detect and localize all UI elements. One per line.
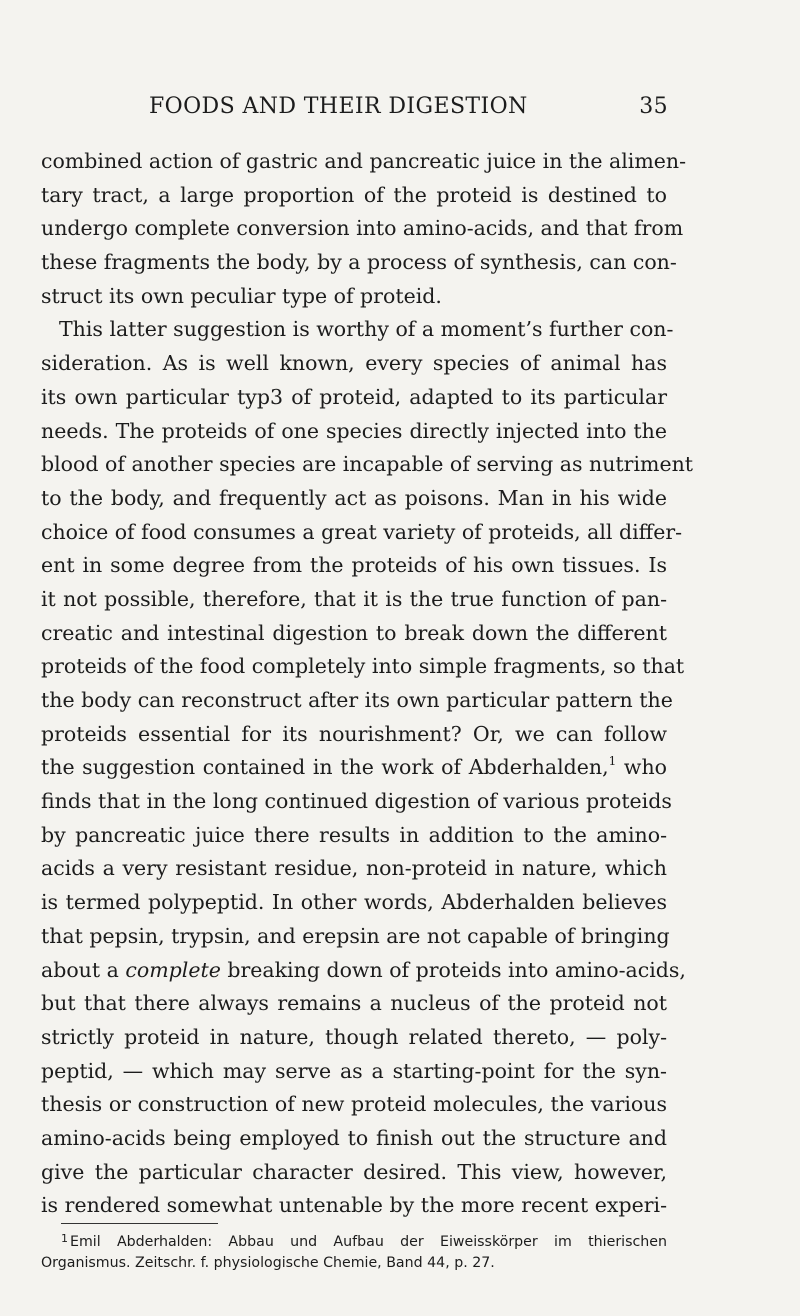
text-line: creatic and intestinal digestion to break down the different [41,620,667,645]
text-line: amino-acids being employed to finish out the structure and [41,1125,667,1150]
text-line: This latter suggestion is worthy of a moment’s further con- [59,317,674,342]
text-line: peptid, — which may serve as a starting-point for the syn- [41,1058,667,1083]
text-line: the body can reconstruct after its own particular pattern the [41,688,673,712]
text-line: combined action of gastric and pancreatic juice in the alimen- [41,149,687,173]
text-line: struct its own peculiar type of proteid. [41,283,442,308]
text-line: blood of another species are incapable of serving as nutriment [41,452,694,477]
text-line: choice of food consumes a great variety of proteids, all differ- [41,519,683,544]
body-text [41,145,694,1223]
text-line [41,751,667,785]
footnote-line: Organismus. Zeitschr. f. physiologische Chemie, Band 44, p. 27. [41,1255,495,1271]
footnote-marker: 1 [61,1232,68,1245]
text-line: strictly proteid in nature, though related thereto, — poly- [41,1024,667,1049]
text-line: acids a very resistant residue, non-proteid in nature, which [41,856,667,881]
footnote-divider [61,1223,218,1224]
running-head [149,94,668,130]
text-line: thesis or construction of new proteid molecules, the various [41,1092,667,1117]
line-text: the suggestion contained in the work of Abderhalden, [41,755,609,780]
page-number: 35 [639,94,668,119]
text-line: tary tract, a large proportion of the proteid is destined to [41,182,667,207]
text-line: by pancreatic juice there results in addition to the amino- [41,822,667,847]
text-line: that pepsin, trypsin, and erepsin are not capable of bringing [41,923,670,948]
text-line: undergo complete conversion into amino-acids, and that from [41,216,684,241]
text-line: it not possible, therefore, that it is the true function of pan- [41,586,667,611]
text-line: to the body, and frequently act as poisons. Man in his wide [41,485,667,510]
running-title: FOODS AND THEIR DIGESTION [149,94,528,119]
text-line: is termed polypeptid. In other words, Abderhalden believes [41,890,667,915]
text-line: give the particular character desired. This view, however, [41,1159,667,1184]
text-line: proteids of the food completely into simple fragments, so that [41,654,685,679]
footnote-text: Emil Abderhalden: Abbau und Aufbau der Eiweisskörper im thierischen [70,1234,667,1250]
text-line: needs. The proteids of one species directly injected into the [41,418,667,443]
line-text: who [616,755,667,780]
text-line [41,954,686,988]
footnote-line [41,1232,667,1253]
footnotes [41,1232,667,1274]
text-line: finds that in the long continued digestion of various proteids [41,789,672,814]
text-line: sideration. As is well known, every species of animal has [41,351,667,376]
text-line: these fragments the body, by a process of synthesis, can con- [41,250,677,275]
text-line: but that there always remains a nucleus of the proteid not [41,991,667,1016]
text-line: ent in some degree from the proteids of his own tissues. Is [41,553,667,578]
line-text: breaking down of proteids into amino-acids, [220,957,686,982]
text-line: its own particular typ3 of proteid, adapted to its particular [41,384,667,409]
text-line: is rendered somewhat untenable by the more recent experi- [41,1193,667,1218]
line-text: about a [41,957,126,982]
text-line: proteids essential for its nourishment? Or, we can follow [41,721,667,746]
footnote-reference: 1 [608,754,617,769]
emphasis: complete [125,957,221,982]
